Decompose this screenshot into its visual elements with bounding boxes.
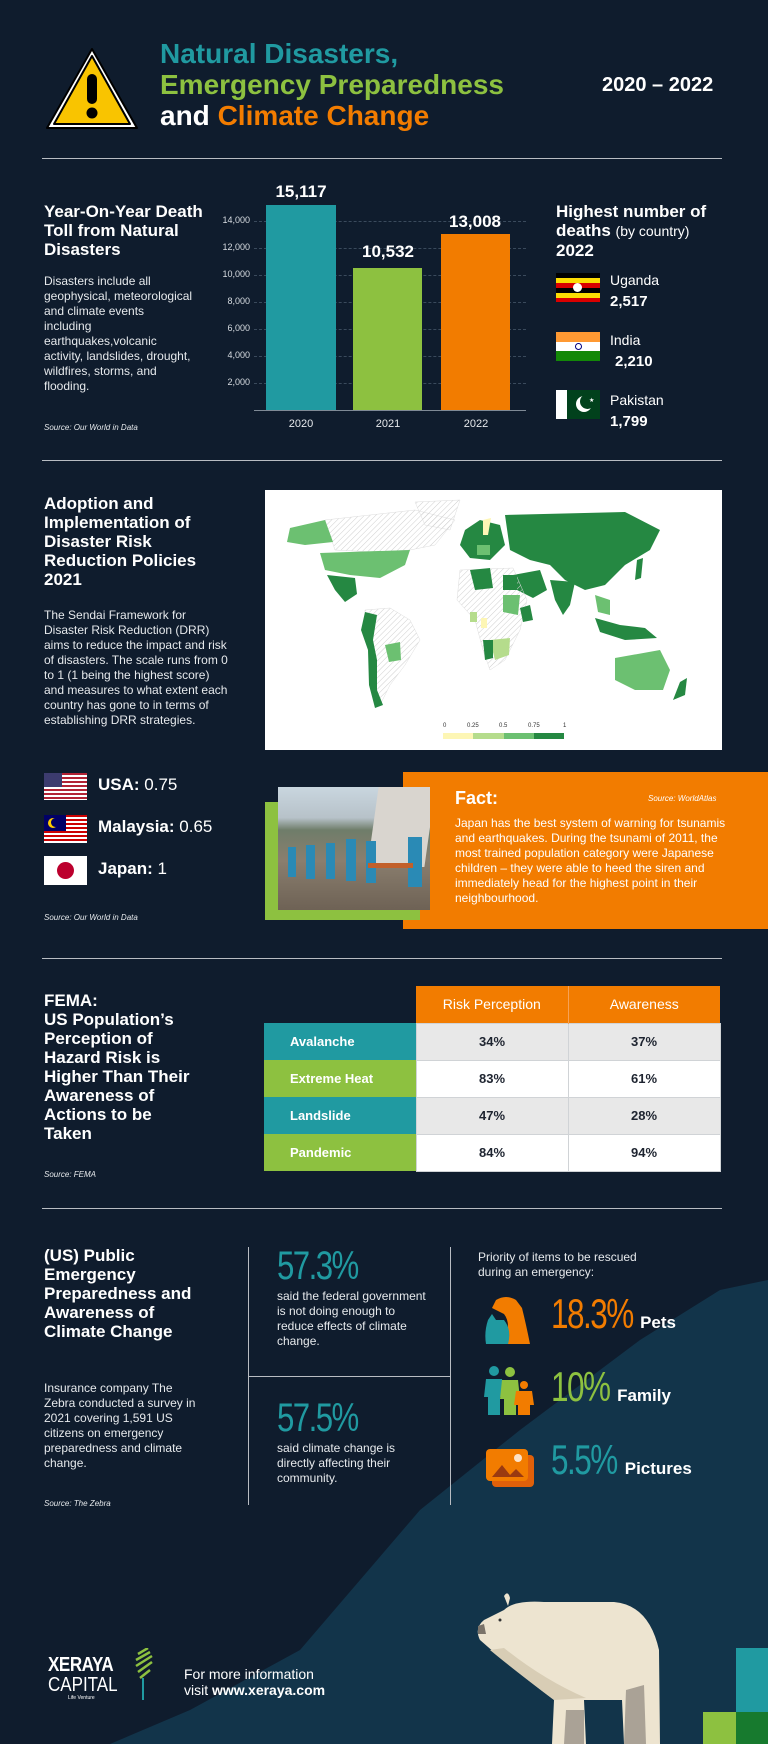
- country-name: Pakistan: [610, 392, 664, 408]
- y-tick: 8,000: [227, 296, 250, 306]
- fema-source: Source: FEMA: [44, 1170, 97, 1179]
- xeraya-logo: [48, 1655, 130, 1701]
- title-line-2: Emergency Preparedness: [160, 69, 504, 100]
- bar-value-2021: 10,532: [362, 242, 414, 261]
- awareness-cell: 37%: [568, 1023, 720, 1060]
- death-toll-chart: [200, 170, 530, 440]
- death-toll-source: Source: Our World in Data: [44, 423, 138, 432]
- logo-line1: XERAYA: [48, 1654, 114, 1676]
- stat-2: [277, 1396, 407, 1486]
- bar-2022: [441, 234, 510, 410]
- info-line1: For more information: [184, 1666, 314, 1682]
- drr-description: The Sendai Framework for Disaster Risk Reduction (DRR) aims to reduce the impact and risk of disasters. The scale runs from 0 to 1 (1 being the highest score) and measures to what extent each country has gone to in terms of establishing DRR strategies.: [44, 608, 228, 727]
- title-line-3b: Climate Change: [217, 100, 430, 131]
- malaysia-score: [98, 817, 212, 837]
- fema-title-rest: US Population’s Perception of Hazard Risk is Higher Than Their Awareness of Actions to be Taken: [44, 1010, 190, 1143]
- priority-label: Pictures: [624, 1459, 692, 1478]
- x-label: 2020: [288, 418, 314, 430]
- corner-block-green: [703, 1712, 736, 1744]
- row-label: Avalanche: [264, 1023, 416, 1060]
- risk-cell: 34%: [416, 1023, 568, 1060]
- divider: [42, 1208, 722, 1209]
- warning-icon: [44, 46, 140, 132]
- country-name: Uganda: [610, 272, 660, 288]
- score-country: Malaysia:: [98, 817, 175, 836]
- stat-pct: 57.3%: [277, 1244, 358, 1288]
- highest-deaths-title-light: (by country): [615, 223, 690, 239]
- fema-table: [264, 986, 721, 1172]
- priority-title: Priority of items to be rescued during an emergency:: [478, 1250, 637, 1279]
- polar-bear-illustration: [474, 1590, 674, 1744]
- drr-title: Adoption and Implementation of Disaster Risk Reduction Policies 2021: [44, 494, 197, 589]
- x-label: 2022: [463, 418, 489, 430]
- usa-score: [98, 775, 177, 795]
- india-flag-icon: [556, 332, 600, 361]
- world-map-icon: [265, 490, 722, 750]
- fact-source: Source: WorldAtlas: [648, 794, 717, 803]
- table-row: [264, 1060, 720, 1097]
- table-row: [264, 1134, 720, 1171]
- highest-deaths-title-bold: Highest number of deaths: [556, 202, 707, 240]
- stat-1: [277, 1244, 427, 1349]
- priority-pct: 18.3%: [551, 1290, 633, 1337]
- bar-2020: [266, 205, 336, 410]
- awareness-cell: 61%: [568, 1060, 720, 1097]
- score-value: 0.75: [144, 775, 178, 794]
- column-header: Awareness: [568, 986, 720, 1023]
- y-tick: 2,000: [227, 377, 250, 387]
- page-title: [160, 38, 504, 131]
- family-icon: [480, 1365, 536, 1417]
- fact-title: Fact:: [455, 788, 499, 808]
- divider: [42, 958, 722, 959]
- awareness-cell: 94%: [568, 1134, 720, 1171]
- bar-value-2020: 15,117: [275, 182, 327, 201]
- score-country: Japan:: [98, 859, 153, 878]
- uganda-flag-icon: [556, 273, 600, 302]
- priority-pct: 10%: [551, 1363, 610, 1410]
- country-name: India: [610, 332, 641, 348]
- priority-label: Family: [617, 1386, 671, 1405]
- x-label: 2021: [375, 418, 401, 430]
- death-toll-description: Disasters include all geophysical, meteorological and climate events including earthquakes,volcanic activity, landslides, drought, wildfires, storms, and flooding.: [44, 274, 193, 393]
- highest-deaths-title: [556, 202, 756, 260]
- awareness-cell: 28%: [568, 1097, 720, 1134]
- column-header: Risk Perception: [416, 986, 568, 1023]
- priority-label: Pets: [640, 1313, 677, 1332]
- footer-info: [184, 1666, 325, 1698]
- divider: [42, 460, 722, 461]
- priority-pct: 5.5%: [551, 1436, 617, 1483]
- stat-pct: 57.5%: [277, 1396, 358, 1440]
- x-axis: [254, 410, 526, 411]
- score-country: USA:: [98, 775, 140, 794]
- malaysia-flag-icon: [44, 815, 87, 843]
- logo-tagline: Life Venture: [68, 1695, 95, 1701]
- table-row: [264, 1097, 720, 1134]
- country-value: 2,517: [610, 293, 648, 310]
- row-label: Pandemic: [264, 1134, 416, 1171]
- y-tick: 10,000: [222, 269, 250, 279]
- drr-world-map: [265, 490, 722, 750]
- risk-cell: 47%: [416, 1097, 568, 1134]
- info-visit: visit: [184, 1682, 212, 1698]
- website-link[interactable]: www.xeraya.com: [212, 1682, 326, 1698]
- legend-tick: 1: [563, 723, 567, 729]
- priority-pets: [551, 1290, 676, 1338]
- fact-text: Japan has the best system of warning for tsunamis and earthquakes. During the tsunami of 2011, the most trained population category were Japanese children – they were able to heed the siren and immediately head for the highest point in their neighbourhood.: [455, 816, 726, 905]
- fact-box: [403, 772, 768, 929]
- year-range: 2020 – 2022: [602, 74, 714, 96]
- priority-family: [551, 1363, 671, 1411]
- priority-pictures: [551, 1436, 692, 1484]
- score-value: 0.65: [179, 817, 213, 836]
- pictures-icon: [486, 1449, 534, 1487]
- risk-cell: 84%: [416, 1134, 568, 1171]
- death-toll-title: Year-On-Year Death Toll from Natural Disasters: [44, 202, 203, 259]
- row-label: Landslide: [264, 1097, 416, 1134]
- stat-text: said the federal government is not doing enough to reduce effects of climate change.: [277, 1289, 426, 1348]
- title-line-1: Natural Disasters,: [160, 38, 399, 69]
- pakistan-flag-icon: ★: [556, 390, 600, 419]
- country-value: 1,799: [610, 413, 648, 430]
- map-legend: [443, 723, 567, 739]
- legend-tick: 0.25: [467, 723, 479, 729]
- bar-2021: [353, 268, 422, 410]
- zebra-source: Source: The Zebra: [44, 1499, 111, 1508]
- usa-flag-icon: [44, 773, 87, 800]
- y-tick: 14,000: [222, 215, 250, 225]
- highest-deaths-year: 2022: [556, 241, 594, 260]
- risk-cell: 83%: [416, 1060, 568, 1097]
- divider: [42, 158, 722, 159]
- japan-score: [98, 859, 167, 879]
- legend-tick: 0.75: [528, 723, 540, 729]
- country-value: 2,210: [615, 353, 653, 370]
- fema-title: [44, 991, 204, 1143]
- legend-tick: 0.5: [499, 723, 508, 729]
- logo-line2: CAPITAL: [48, 1674, 118, 1696]
- zebra-title: (US) Public Emergency Preparedness and Awareness of Climate Change: [44, 1246, 192, 1341]
- corner-block-darkgreen: [736, 1712, 768, 1744]
- score-value: 1: [157, 859, 167, 878]
- title-line-3a: and: [160, 100, 218, 131]
- drr-source: Source: Our World in Data: [44, 913, 138, 922]
- table-row: [264, 1023, 720, 1060]
- japan-flag-icon: [44, 856, 87, 885]
- corner-block-teal: [736, 1648, 768, 1712]
- zebra-description: Insurance company The Zebra conducted a survey in 2021 covering 1,591 US citizens on emergency preparedness and climate change.: [44, 1381, 196, 1470]
- y-tick: 6,000: [227, 323, 250, 333]
- divider-horizontal: [248, 1376, 451, 1377]
- legend-tick: 0: [443, 723, 447, 729]
- pets-icon: [482, 1294, 532, 1346]
- row-label: Extreme Heat: [264, 1060, 416, 1097]
- stat-text: said climate change is directly affecting their community.: [277, 1441, 396, 1485]
- rescue-photo: [278, 787, 430, 910]
- fema-title-line1: FEMA:: [44, 991, 98, 1010]
- bar-value-2022: 13,008: [449, 212, 501, 231]
- logo-tree-icon: [132, 1648, 156, 1700]
- y-tick: 4,000: [227, 350, 250, 360]
- y-tick: 12,000: [222, 242, 250, 252]
